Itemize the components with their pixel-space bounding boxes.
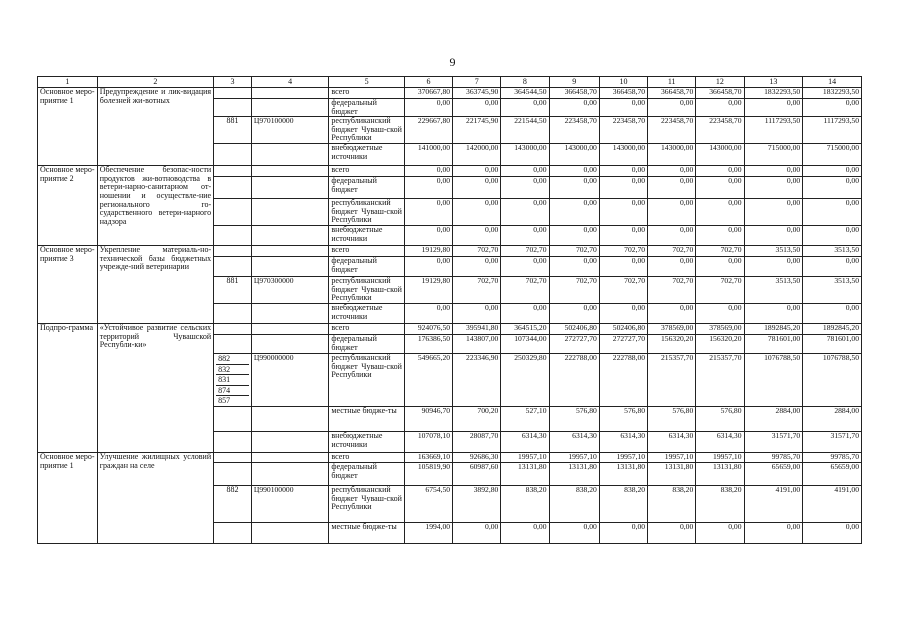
value-cell: 3513,50	[744, 246, 803, 257]
value-cell: 0,00	[599, 99, 647, 117]
value-cell: 60987,60	[453, 463, 501, 486]
responsible-code-cell	[214, 166, 252, 177]
event-cell: Подпро-грамма	[38, 324, 98, 453]
value-cell: 0,00	[803, 304, 862, 324]
column-header-6: 6	[404, 77, 452, 88]
value-cell: 0,00	[549, 304, 599, 324]
value-cell: 13131,80	[501, 463, 549, 486]
value-cell: 702,70	[501, 277, 549, 304]
value-cell: 364515,20	[501, 324, 549, 335]
value-cell: 13131,80	[599, 463, 647, 486]
value-cell: 838,20	[648, 486, 696, 523]
value-cell: 229667,80	[404, 117, 452, 144]
value-cell: 222788,00	[599, 354, 647, 407]
table-row	[38, 324, 862, 335]
value-cell: 576,80	[696, 407, 744, 432]
value-cell: 0,00	[648, 166, 696, 177]
table-row	[38, 246, 862, 257]
responsible-code-cell	[214, 335, 252, 354]
budget-code-cell: Ц990000000	[251, 354, 329, 407]
value-cell: 163669,10	[404, 453, 452, 463]
responsible-code-cell	[214, 453, 252, 463]
value-cell: 141000,00	[404, 144, 452, 166]
responsible-code-cell	[214, 177, 252, 199]
funding-source-cell: федеральный бюджет	[329, 257, 404, 277]
value-cell: 366458,70	[696, 88, 744, 99]
value-cell: 370667,80	[404, 88, 452, 99]
value-cell: 6314,30	[549, 432, 599, 453]
value-cell: 0,00	[696, 226, 744, 246]
responsible-code-cell	[214, 144, 252, 166]
value-cell: 0,00	[696, 523, 744, 544]
funding-source-cell: федеральный бюджет	[329, 463, 404, 486]
value-cell: 6754,50	[404, 486, 452, 523]
value-cell: 0,00	[648, 257, 696, 277]
value-cell: 107344,00	[501, 335, 549, 354]
value-cell: 2884,00	[744, 407, 803, 432]
value-cell: 715000,00	[803, 144, 862, 166]
value-cell: 0,00	[599, 166, 647, 177]
value-cell: 223346,90	[453, 354, 501, 407]
value-cell: 0,00	[404, 166, 452, 177]
value-cell: 143000,00	[599, 144, 647, 166]
value-cell: 0,00	[599, 199, 647, 226]
value-cell: 90946,70	[404, 407, 452, 432]
value-cell: 176386,50	[404, 335, 452, 354]
value-cell: 0,00	[744, 166, 803, 177]
value-cell: 6314,30	[648, 432, 696, 453]
value-cell: 0,00	[599, 177, 647, 199]
budget-code-cell	[251, 177, 329, 199]
value-cell: 366458,70	[648, 88, 696, 99]
value-cell: 3513,50	[803, 277, 862, 304]
value-cell: 527,10	[501, 407, 549, 432]
value-cell: 0,00	[696, 177, 744, 199]
value-cell: 0,00	[803, 257, 862, 277]
budget-code-cell	[251, 453, 329, 463]
column-header-7: 7	[453, 77, 501, 88]
value-cell: 838,20	[501, 486, 549, 523]
value-cell: 576,80	[549, 407, 599, 432]
value-cell: 576,80	[599, 407, 647, 432]
budget-code-cell	[251, 226, 329, 246]
value-cell: 0,00	[404, 226, 452, 246]
responsible-code-cell	[214, 199, 252, 226]
value-cell: 143000,00	[648, 144, 696, 166]
funding-source-cell: республиканский бюджет Чуваш-ской Республики	[329, 117, 404, 144]
table-row	[38, 88, 862, 99]
value-cell: 0,00	[453, 523, 501, 544]
responsible-code-cell	[214, 257, 252, 277]
value-cell: 366458,70	[549, 88, 599, 99]
funding-source-cell: внебюджетные источники	[329, 226, 404, 246]
value-cell: 715000,00	[744, 144, 803, 166]
value-cell: 19957,10	[501, 453, 549, 463]
responsible-code-cell	[214, 246, 252, 257]
value-cell: 0,00	[453, 304, 501, 324]
value-cell: 143000,00	[549, 144, 599, 166]
value-cell: 1832293,50	[744, 88, 803, 99]
value-cell: 272727,70	[599, 335, 647, 354]
value-cell: 1832293,50	[803, 88, 862, 99]
funding-source-cell: всего	[329, 88, 404, 99]
value-cell: 0,00	[803, 177, 862, 199]
value-cell: 0,00	[696, 257, 744, 277]
value-cell: 924076,50	[404, 324, 452, 335]
budget-code-cell	[251, 432, 329, 453]
value-cell: 0,00	[453, 99, 501, 117]
value-cell: 0,00	[803, 226, 862, 246]
column-header-12: 12	[696, 77, 744, 88]
value-cell: 395941,80	[453, 324, 501, 335]
funding-source-cell: республиканский бюджет Чуваш-ской Республики	[329, 354, 404, 407]
column-header-14: 14	[803, 77, 862, 88]
budget-code-cell	[251, 166, 329, 177]
value-cell: 223458,70	[696, 117, 744, 144]
value-cell: 0,00	[648, 304, 696, 324]
value-cell: 702,70	[501, 246, 549, 257]
event-name-cell: Укрепление материаль-но-технической базы бюджетных учрежде-ний ветеринарии	[97, 246, 213, 324]
responsible-code: 857	[218, 396, 231, 406]
funding-source-cell: республиканский бюджет Чуваш-ской Республики	[329, 199, 404, 226]
value-cell: 143000,00	[501, 144, 549, 166]
value-cell: 702,70	[453, 277, 501, 304]
value-cell: 838,20	[696, 486, 744, 523]
responsible-code-cell: 882	[214, 486, 252, 523]
value-cell: 702,70	[696, 277, 744, 304]
responsible-code-cell	[214, 99, 252, 117]
value-cell: 0,00	[501, 99, 549, 117]
value-cell: 0,00	[599, 523, 647, 544]
budget-code-cell	[251, 324, 329, 335]
value-cell: 781601,00	[744, 335, 803, 354]
responsible-code-cell	[214, 463, 252, 486]
value-cell: 0,00	[501, 199, 549, 226]
value-cell: 143807,00	[453, 335, 501, 354]
value-cell: 0,00	[453, 199, 501, 226]
value-cell: 502406,80	[549, 324, 599, 335]
event-name-cell: Улучшение жилищных условий граждан на селе	[97, 453, 213, 544]
column-header-3: 3	[214, 77, 252, 88]
value-cell: 0,00	[744, 177, 803, 199]
budget-code-cell: Ц970100000	[251, 117, 329, 144]
value-cell: 250329,80	[501, 354, 549, 407]
value-cell: 223458,70	[599, 117, 647, 144]
column-header-11: 11	[648, 77, 696, 88]
value-cell: 4191,00	[803, 486, 862, 523]
event-cell: Основное меро-приятие 1	[38, 88, 98, 166]
funding-source-cell: всего	[329, 324, 404, 335]
column-header-13: 13	[744, 77, 803, 88]
value-cell: 1117293,50	[803, 117, 862, 144]
value-cell: 702,70	[648, 277, 696, 304]
value-cell: 702,70	[599, 277, 647, 304]
value-cell: 702,70	[549, 246, 599, 257]
value-cell: 0,00	[453, 166, 501, 177]
value-cell: 0,00	[648, 523, 696, 544]
value-cell: 156320,20	[648, 335, 696, 354]
responsible-code: 831	[216, 375, 249, 386]
value-cell: 0,00	[803, 99, 862, 117]
funding-source-cell: внебюджетные источники	[329, 432, 404, 453]
value-cell: 0,00	[549, 166, 599, 177]
value-cell: 1076788,50	[803, 354, 862, 407]
value-cell: 549665,20	[404, 354, 452, 407]
value-cell: 142000,00	[453, 144, 501, 166]
header-row	[38, 77, 862, 88]
value-cell: 1892845,20	[744, 324, 803, 335]
value-cell: 702,70	[648, 246, 696, 257]
value-cell: 0,00	[696, 304, 744, 324]
value-cell: 0,00	[599, 304, 647, 324]
budget-code-cell	[251, 144, 329, 166]
value-cell: 65659,00	[803, 463, 862, 486]
value-cell: 3892,80	[453, 486, 501, 523]
event-cell: Основное меро-приятие 3	[38, 246, 98, 324]
value-cell: 0,00	[549, 99, 599, 117]
value-cell: 1076788,50	[744, 354, 803, 407]
value-cell: 700,20	[453, 407, 501, 432]
budget-code-cell	[251, 199, 329, 226]
value-cell: 0,00	[803, 166, 862, 177]
table-row	[38, 453, 862, 463]
budget-code-cell	[251, 335, 329, 354]
column-header-2: 2	[97, 77, 213, 88]
value-cell: 19957,10	[648, 453, 696, 463]
value-cell: 378569,00	[648, 324, 696, 335]
value-cell: 0,00	[744, 304, 803, 324]
value-cell: 272727,70	[549, 335, 599, 354]
value-cell: 13131,80	[696, 463, 744, 486]
value-cell: 0,00	[404, 304, 452, 324]
column-header-1: 1	[38, 77, 98, 88]
value-cell: 0,00	[696, 166, 744, 177]
value-cell: 19957,10	[696, 453, 744, 463]
funding-source-cell: республиканский бюджет Чуваш-ской Республики	[329, 486, 404, 523]
funding-source-cell: федеральный бюджет	[329, 99, 404, 117]
value-cell: 0,00	[453, 177, 501, 199]
event-name-cell: «Устойчивое развитие сельских территорий Чувашской Республи-ки»	[97, 324, 213, 453]
value-cell: 702,70	[549, 277, 599, 304]
column-header-8: 8	[501, 77, 549, 88]
value-cell: 3513,50	[744, 277, 803, 304]
value-cell: 0,00	[453, 257, 501, 277]
responsible-code-cell	[214, 226, 252, 246]
value-cell: 702,70	[696, 246, 744, 257]
value-cell: 0,00	[744, 99, 803, 117]
responsible-code-cell	[214, 432, 252, 453]
value-cell: 0,00	[549, 257, 599, 277]
value-cell: 13131,80	[549, 463, 599, 486]
value-cell: 0,00	[549, 199, 599, 226]
funding-source-cell: федеральный бюджет	[329, 177, 404, 199]
budget-code-cell	[251, 99, 329, 117]
value-cell: 0,00	[549, 523, 599, 544]
value-cell: 19129,80	[404, 277, 452, 304]
responsible-code-cell	[214, 324, 252, 335]
value-cell: 0,00	[744, 226, 803, 246]
budget-code-cell	[251, 523, 329, 544]
value-cell: 0,00	[599, 257, 647, 277]
responsible-code-cell	[214, 407, 252, 432]
value-cell: 223458,70	[648, 117, 696, 144]
value-cell: 223458,70	[549, 117, 599, 144]
funding-source-cell: всего	[329, 246, 404, 257]
column-header-5: 5	[329, 77, 404, 88]
value-cell: 0,00	[803, 199, 862, 226]
event-name-cell: Предупреждение и лик-видация болезней жи-вотных	[97, 88, 213, 166]
value-cell: 0,00	[501, 226, 549, 246]
value-cell: 0,00	[404, 257, 452, 277]
value-cell: 0,00	[549, 177, 599, 199]
value-cell: 0,00	[744, 257, 803, 277]
value-cell: 0,00	[404, 177, 452, 199]
responsible-code-cell: 881	[214, 117, 252, 144]
value-cell: 0,00	[648, 177, 696, 199]
responsible-code-cell	[214, 354, 252, 407]
column-header-9: 9	[549, 77, 599, 88]
event-name-cell: Обеспечение безопас-ности продуктов жи-вотноводства в ветери-нарно-санитарном от-ношении и осуществле-ние регионального го-сударственного ветери-нарного надзора	[97, 166, 213, 246]
funding-source-cell: федеральный бюджет	[329, 335, 404, 354]
value-cell: 6314,30	[696, 432, 744, 453]
value-cell: 2884,00	[803, 407, 862, 432]
value-cell: 702,70	[599, 246, 647, 257]
value-cell: 838,20	[599, 486, 647, 523]
value-cell: 28087,70	[453, 432, 501, 453]
budget-code-cell	[251, 88, 329, 99]
value-cell: 222788,00	[549, 354, 599, 407]
responsible-code-cell	[214, 523, 252, 544]
value-cell: 0,00	[501, 304, 549, 324]
value-cell: 838,20	[549, 486, 599, 523]
value-cell: 0,00	[501, 257, 549, 277]
value-cell: 6314,30	[501, 432, 549, 453]
value-cell: 0,00	[453, 226, 501, 246]
budget-code-cell	[251, 463, 329, 486]
value-cell: 0,00	[648, 99, 696, 117]
budget-code-cell	[251, 304, 329, 324]
value-cell: 31571,70	[744, 432, 803, 453]
value-cell: 1117293,50	[744, 117, 803, 144]
budget-code-cell	[251, 246, 329, 257]
responsible-code-cell	[214, 88, 252, 99]
budget-code-cell	[251, 257, 329, 277]
value-cell: 502406,80	[599, 324, 647, 335]
value-cell: 19957,10	[599, 453, 647, 463]
value-cell: 0,00	[501, 177, 549, 199]
value-cell: 3513,50	[803, 246, 862, 257]
value-cell: 4191,00	[744, 486, 803, 523]
value-cell: 99785,70	[803, 453, 862, 463]
budget-code-cell: Ц970300000	[251, 277, 329, 304]
funding-source-cell: внебюджетные источники	[329, 144, 404, 166]
responsible-code: 882	[216, 354, 249, 365]
responsible-code-cell	[214, 304, 252, 324]
responsible-code: 832	[216, 365, 249, 376]
value-cell: 221745,90	[453, 117, 501, 144]
value-cell: 363745,90	[453, 88, 501, 99]
value-cell: 0,00	[599, 226, 647, 246]
value-cell: 0,00	[648, 226, 696, 246]
value-cell: 0,00	[404, 99, 452, 117]
value-cell: 0,00	[501, 166, 549, 177]
value-cell: 107078,10	[404, 432, 452, 453]
responsible-code: 874	[216, 386, 249, 397]
funding-source-cell: местные бюдже-ты	[329, 407, 404, 432]
funding-source-cell: всего	[329, 166, 404, 177]
value-cell: 31571,70	[803, 432, 862, 453]
value-cell: 156320,20	[696, 335, 744, 354]
value-cell: 215357,70	[696, 354, 744, 407]
value-cell: 1994,00	[404, 523, 452, 544]
event-cell: Основное меро-приятие 1	[38, 453, 98, 544]
value-cell: 19129,80	[404, 246, 452, 257]
value-cell: 13131,80	[648, 463, 696, 486]
value-cell: 0,00	[696, 199, 744, 226]
funding-source-cell: местные бюдже-ты	[329, 523, 404, 544]
budget-code-cell: Ц990100000	[251, 486, 329, 523]
value-cell: 221544,50	[501, 117, 549, 144]
value-cell: 0,00	[744, 199, 803, 226]
value-cell: 0,00	[803, 523, 862, 544]
value-cell: 378569,00	[696, 324, 744, 335]
value-cell: 781601,00	[803, 335, 862, 354]
responsible-code-cell: 881	[214, 277, 252, 304]
budget-code-cell	[251, 407, 329, 432]
value-cell: 215357,70	[648, 354, 696, 407]
value-cell: 366458,70	[599, 88, 647, 99]
event-cell: Основное меро-приятие 2	[38, 166, 98, 246]
budget-table	[37, 76, 862, 544]
value-cell: 105819,90	[404, 463, 452, 486]
column-header-4: 4	[251, 77, 329, 88]
funding-source-cell: республиканский бюджет Чуваш-ской Республики	[329, 277, 404, 304]
table-row	[38, 166, 862, 177]
value-cell: 0,00	[501, 523, 549, 544]
value-cell: 1892845,20	[803, 324, 862, 335]
value-cell: 0,00	[549, 226, 599, 246]
value-cell: 0,00	[648, 199, 696, 226]
value-cell: 364544,50	[501, 88, 549, 99]
value-cell: 0,00	[744, 523, 803, 544]
value-cell: 143000,00	[696, 144, 744, 166]
funding-source-cell: внебюджетные источники	[329, 304, 404, 324]
value-cell: 92686,30	[453, 453, 501, 463]
value-cell: 6314,30	[599, 432, 647, 453]
funding-source-cell: всего	[329, 453, 404, 463]
value-cell: 99785,70	[744, 453, 803, 463]
value-cell: 576,80	[648, 407, 696, 432]
value-cell: 65659,00	[744, 463, 803, 486]
column-header-10: 10	[599, 77, 647, 88]
value-cell: 19957,10	[549, 453, 599, 463]
value-cell: 0,00	[696, 99, 744, 117]
value-cell: 0,00	[404, 199, 452, 226]
page-number: 9	[449, 55, 456, 69]
value-cell: 702,70	[453, 246, 501, 257]
